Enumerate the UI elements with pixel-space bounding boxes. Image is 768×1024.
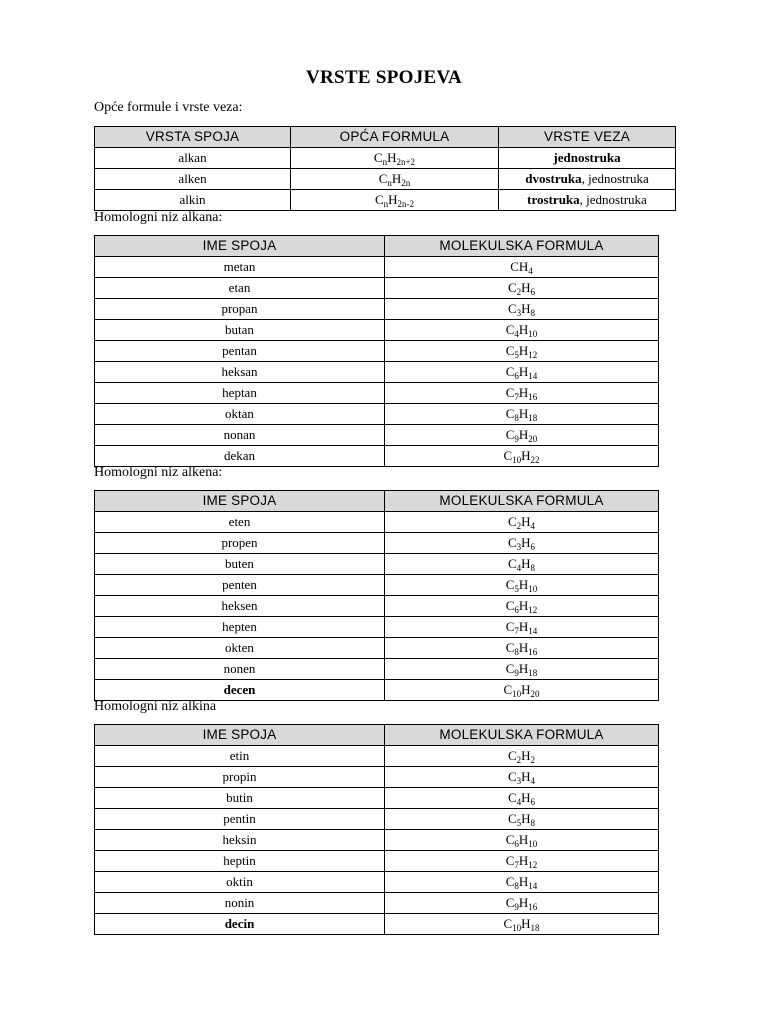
column-header: IME SPOJA [95, 725, 385, 746]
table-row [95, 830, 659, 851]
table-row [95, 533, 659, 554]
compound-type-cell: alkan [95, 148, 291, 169]
compound-name-cell: heksen [95, 596, 385, 617]
table-row [95, 788, 659, 809]
table-header-row [95, 127, 676, 148]
alkene-series-table [94, 490, 659, 701]
table-row [95, 362, 659, 383]
table-row [95, 893, 659, 914]
table-row [95, 383, 659, 404]
table-row [95, 680, 659, 701]
compound-name-cell: nonen [95, 659, 385, 680]
table-header-row [95, 491, 659, 512]
molecular-formula-cell: $C_4H_6$ [385, 788, 659, 809]
compound-name-cell: decen [95, 680, 385, 701]
molecular-formula-cell: $C_{10}H_{18}$ [385, 914, 659, 935]
compound-name-cell: dekan [95, 446, 385, 467]
column-header: MOLEKULSKA FORMULA [385, 491, 659, 512]
molecular-formula-cell: $C_9H_{16}$ [385, 893, 659, 914]
table-row [95, 746, 659, 767]
compound-name-cell: pentan [95, 341, 385, 362]
table-row [95, 575, 659, 596]
molecular-formula-cell: $C_4H_8$ [385, 554, 659, 575]
molecular-formula-cell: $C_8H_{18}$ [385, 404, 659, 425]
table-row [95, 446, 659, 467]
general-formula-cell: $C_nH_{2n}$ [291, 169, 499, 190]
table-row [95, 257, 659, 278]
alkyne-caption: Homologni niz alkina [94, 699, 217, 714]
compound-name-cell: heksan [95, 362, 385, 383]
bond-type-main: dvostruka [525, 171, 582, 186]
table-row [95, 554, 659, 575]
alkane-caption: Homologni niz alkana: [94, 210, 223, 225]
table-row [95, 512, 659, 533]
molecular-formula-cell: $C_7H_{14}$ [385, 617, 659, 638]
molecular-formula-cell: $C_8H_{14}$ [385, 872, 659, 893]
molecular-formula-cell: $C_{10}H_{22}$ [385, 446, 659, 467]
table-row [95, 767, 659, 788]
intro-caption: Opće formule i vrste veza: [94, 100, 243, 115]
table-row [95, 278, 659, 299]
molecular-formula-cell: $C_{10}H_{20}$ [385, 680, 659, 701]
column-header: VRSTA SPOJA [95, 127, 291, 148]
bond-type-main: jednostruka [553, 150, 621, 165]
column-header: MOLEKULSKA FORMULA [385, 725, 659, 746]
table-row [95, 659, 659, 680]
compound-name-cell: eten [95, 512, 385, 533]
compound-name-cell: okten [95, 638, 385, 659]
table-row [95, 341, 659, 362]
compound-type-cell: alken [95, 169, 291, 190]
page-title: VRSTE SPOJEVA [305, 67, 463, 88]
compound-name-cell: decin [95, 914, 385, 935]
compound-name-cell: heksin [95, 830, 385, 851]
compound-name-cell: hepten [95, 617, 385, 638]
compound-name-cell: propin [95, 767, 385, 788]
molecular-formula-cell: $C_5H_8$ [385, 809, 659, 830]
molecular-formula-cell: $C_9H_{20}$ [385, 425, 659, 446]
molecular-formula-cell: $C_3H_6$ [385, 533, 659, 554]
table-row [95, 638, 659, 659]
molecular-formula-cell: $C_2H_6$ [385, 278, 659, 299]
molecular-formula-cell: $C_6H_{10}$ [385, 830, 659, 851]
compound-name-cell: nonin [95, 893, 385, 914]
table-row [95, 320, 659, 341]
molecular-formula-cell: $C_3H_8$ [385, 299, 659, 320]
molecular-formula-cell: $C_3H_4$ [385, 767, 659, 788]
alkane-series-table [94, 235, 659, 467]
molecular-formula-cell: $C_9H_{18}$ [385, 659, 659, 680]
molecular-formula-cell: $C_8H_{16}$ [385, 638, 659, 659]
column-header: IME SPOJA [95, 491, 385, 512]
alkyne-series-table [94, 724, 659, 935]
table-header-row [95, 236, 659, 257]
compound-name-cell: butin [95, 788, 385, 809]
compound-name-cell: propan [95, 299, 385, 320]
bond-type-cell [499, 190, 676, 211]
compound-name-cell: buten [95, 554, 385, 575]
compound-name-cell: oktan [95, 404, 385, 425]
compound-name-cell: penten [95, 575, 385, 596]
compound-name-cell: oktin [95, 872, 385, 893]
table-row [95, 851, 659, 872]
table-row [95, 148, 676, 169]
compound-name-cell: metan [95, 257, 385, 278]
table-header-row [95, 725, 659, 746]
bond-type-extra: , jednostruka [579, 192, 647, 207]
compound-name-cell: etin [95, 746, 385, 767]
molecular-formula-cell: $C_5H_{10}$ [385, 575, 659, 596]
bond-type-cell [499, 169, 676, 190]
table-row [95, 914, 659, 935]
molecular-formula-cell: $C_6H_{12}$ [385, 596, 659, 617]
table-row [95, 872, 659, 893]
compound-type-cell: alkin [95, 190, 291, 211]
general-formula-cell: $C_nH_{2n-2}$ [291, 190, 499, 211]
table-row [95, 596, 659, 617]
compound-name-cell: propen [95, 533, 385, 554]
molecular-formula-cell: $C_2H_2$ [385, 746, 659, 767]
compound-name-cell: butan [95, 320, 385, 341]
compound-name-cell: pentin [95, 809, 385, 830]
molecular-formula-cell: $C_2H_4$ [385, 512, 659, 533]
molecular-formula-cell: $C_5H_{12}$ [385, 341, 659, 362]
table-row [95, 299, 659, 320]
compound-name-cell: heptin [95, 851, 385, 872]
molecular-formula-cell: $C_4H_{10}$ [385, 320, 659, 341]
bond-type-extra: , jednostruka [581, 171, 649, 186]
bond-type-main: trostruka [527, 192, 580, 207]
column-header: IME SPOJA [95, 236, 385, 257]
bond-type-cell [499, 148, 676, 169]
general-formulas-table [94, 126, 676, 211]
column-header: VRSTE VEZA [499, 127, 676, 148]
table-row [95, 404, 659, 425]
table-row [95, 425, 659, 446]
table-row [95, 617, 659, 638]
compound-name-cell: etan [95, 278, 385, 299]
molecular-formula-cell: $C_7H_{16}$ [385, 383, 659, 404]
column-header: MOLEKULSKA FORMULA [385, 236, 659, 257]
alkene-caption: Homologni niz alkena: [94, 465, 223, 480]
molecular-formula-cell: $CH_4$ [385, 257, 659, 278]
general-formula-cell: $C_nH_{2n+2}$ [291, 148, 499, 169]
compound-name-cell: heptan [95, 383, 385, 404]
table-row [95, 190, 676, 211]
molecular-formula-cell: $C_7H_{12}$ [385, 851, 659, 872]
table-row [95, 809, 659, 830]
molecular-formula-cell: $C_6H_{14}$ [385, 362, 659, 383]
column-header: OPĆA FORMULA [291, 127, 499, 148]
compound-name-cell: nonan [95, 425, 385, 446]
table-row [95, 169, 676, 190]
